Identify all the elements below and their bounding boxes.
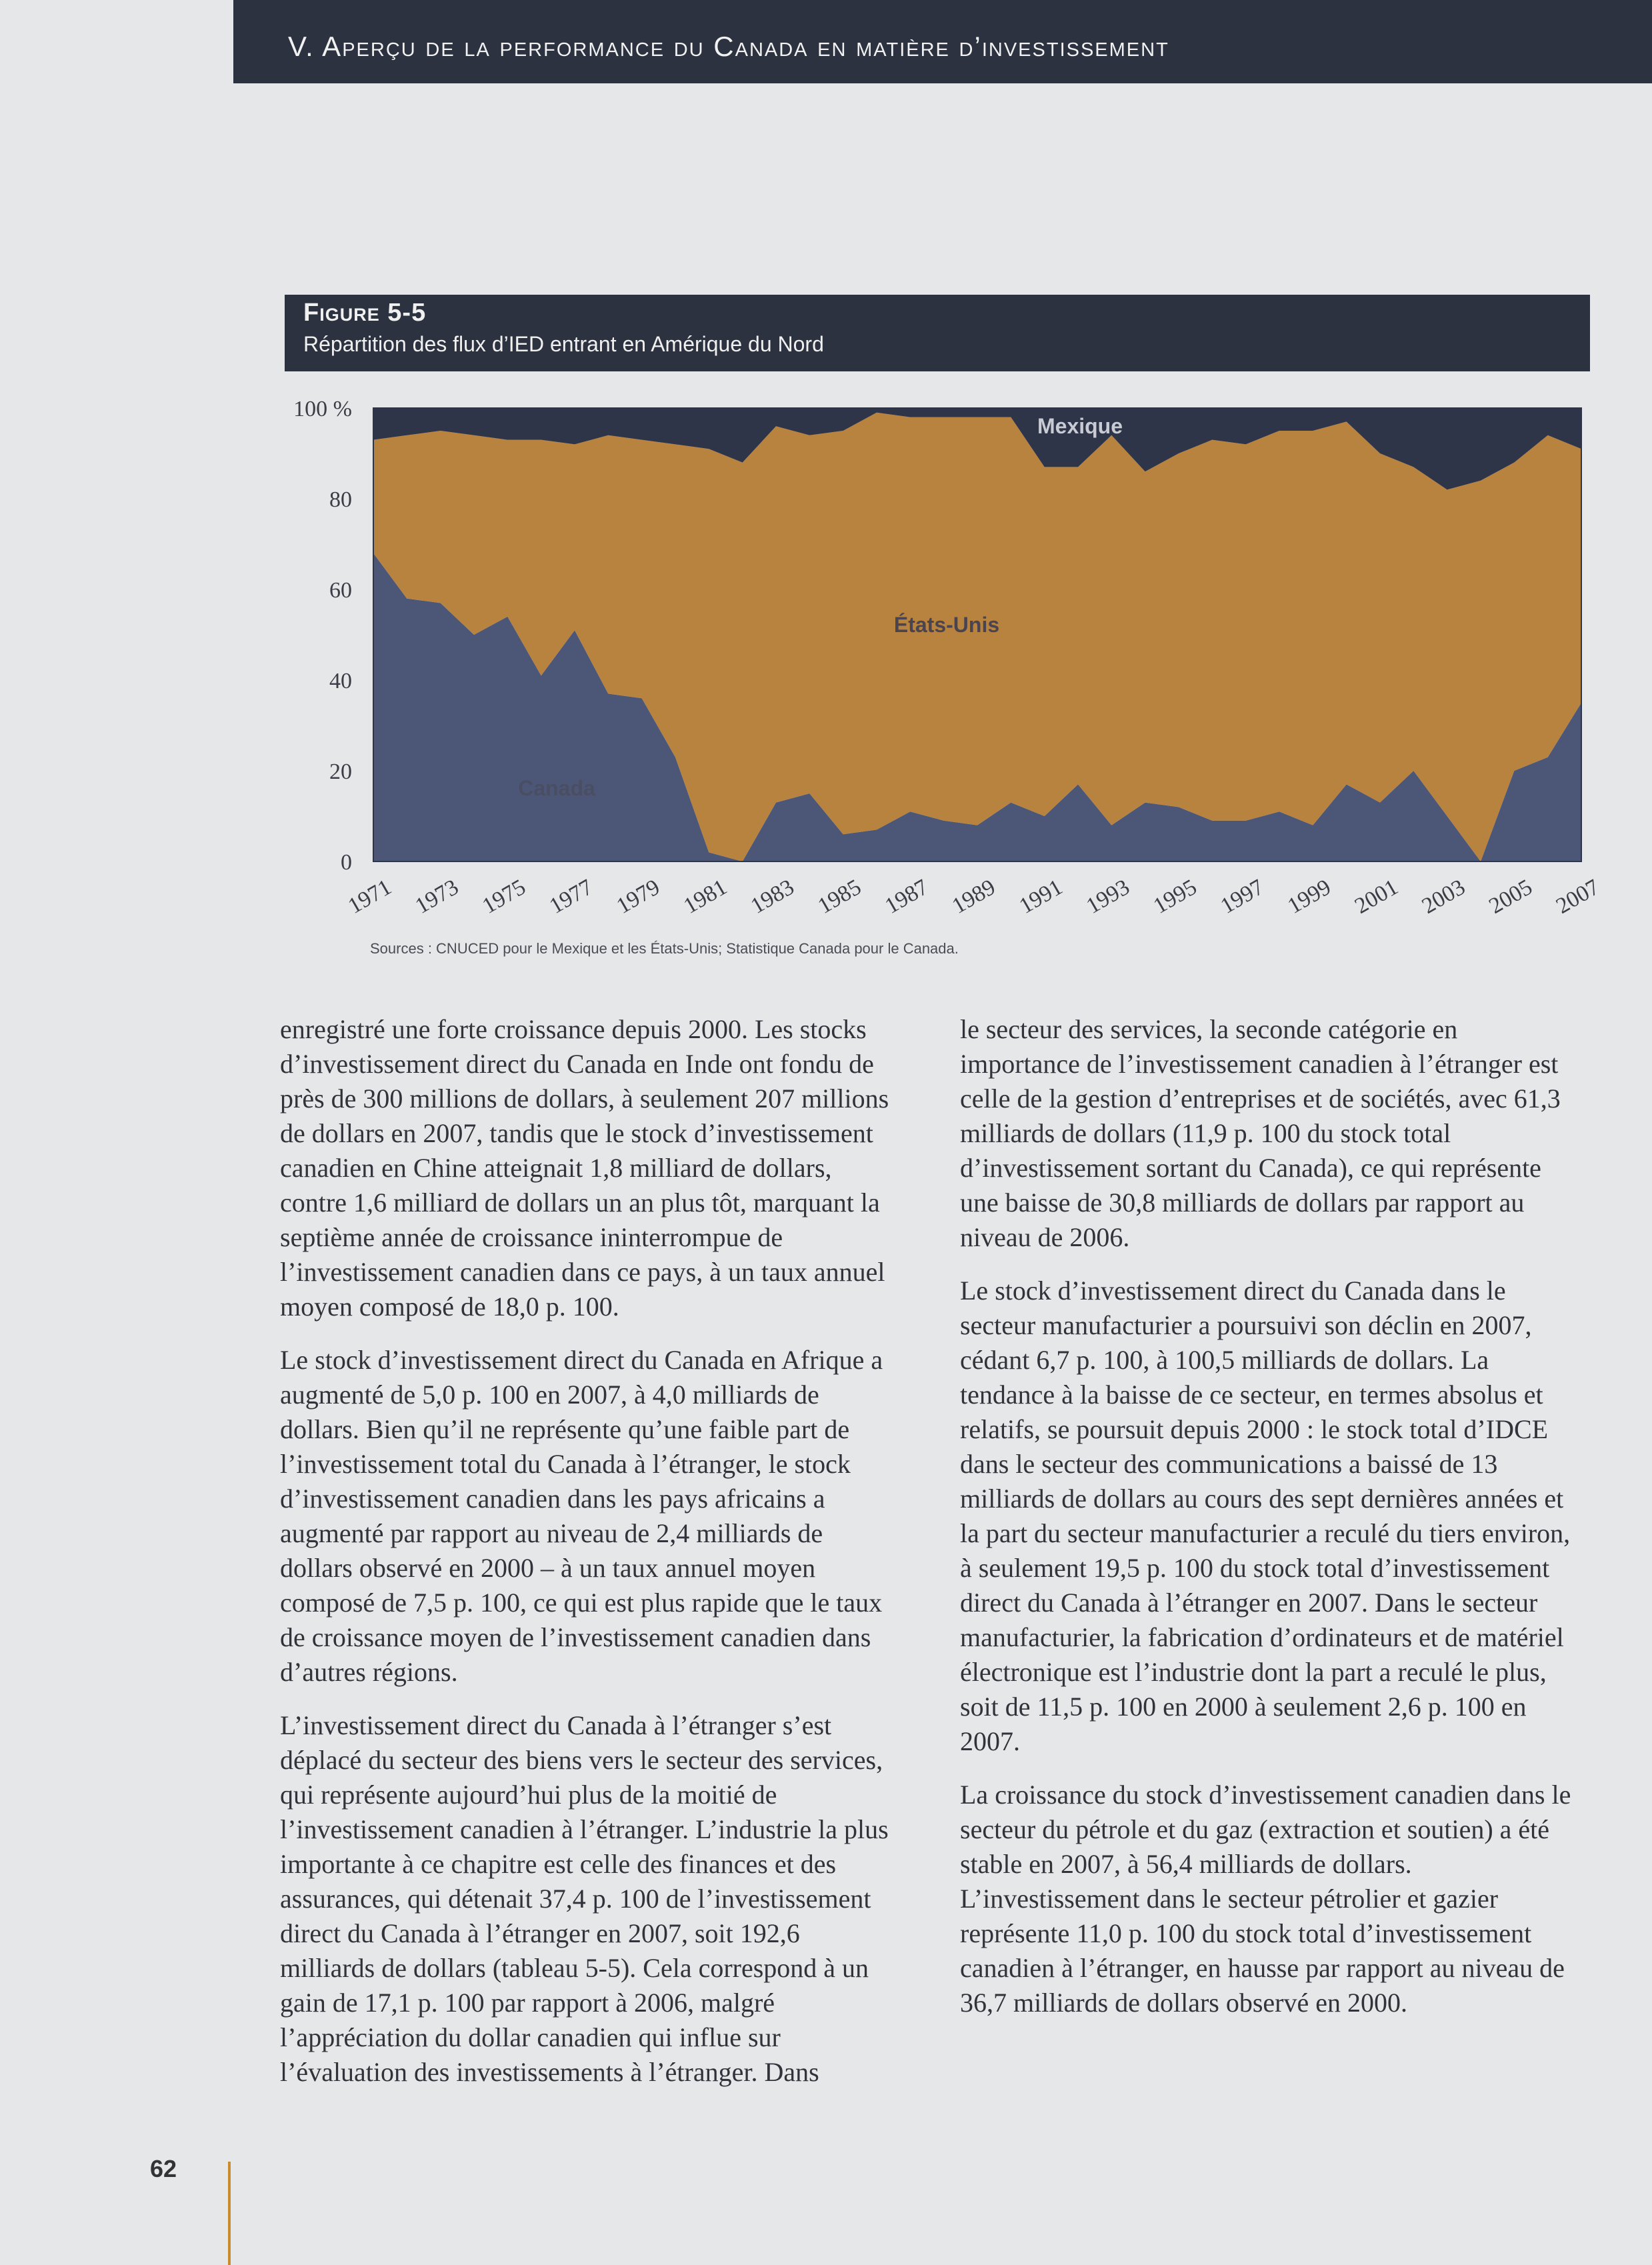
x-tick-label: 1993 [1082,874,1134,919]
paragraph: La croissance du stock d’investissement canadien dans le secteur du pétrole et du gaz (extraction et soutien) a été stable en 2007, à 56,4 milliards de dollars. L’investissement dans le secteur pétrolier et gazier représente 11,0 p. 100 du stock total d’investissement canadien à l’étranger, en hausse par rapport au niveau de 36,7 milliards de dollars observé en 2000. [960,1780,1571,2018]
series-label-etats-unis: États-Unis [893,613,1000,637]
x-tick-label: 1989 [948,874,1000,919]
x-tick-label: 1997 [1216,874,1269,919]
x-tick-label: 1985 [813,874,866,919]
paragraph: L’investissement direct du Canada à l’étranger s’est déplacé du secteur des biens vers le secteur des services, qui représente aujourd’hui plus de la moitié de l’investissement canadien à l’étranger. L’industrie la plus importante à ce chapitre est celle des finances et des assurances, qui détenait 37,4 p. 100 de l’investissement direct du Canada à l’étranger en 2007, soit 192,6 milliards de dollars (tableau 5-5). Cela correspond à un gain de 17,1 p. 100 par rapport à 2006, malgré l’appréciation du dollar canadien qui influe sur l’évaluation des investissements à l’étranger. Dans [280,1710,889,2087]
y-tick-label: 100 % [293,397,352,421]
x-tick-label: 1973 [411,874,463,919]
y-tick-label: 40 [329,669,352,693]
x-tick-label: 2007 [1552,874,1604,919]
figure-label: Figure 5-5 [303,299,427,327]
y-tick-label: 20 [329,759,352,784]
x-tick-label: 1975 [478,874,530,919]
page-number: 62 [150,2155,177,2182]
figure-sources: Sources : CNUCED pour le Mexique et les États-Unis; Statistique Canada pour le Canada. [370,940,959,957]
page-rule [228,2162,231,2265]
body-column-left [280,1012,900,2108]
x-tick-label: 1995 [1149,874,1201,919]
chapter-title: V. Aperçu de la performance du Canada en matière d’investissement [288,31,1169,62]
x-tick-label: 1983 [747,874,799,919]
y-tick-label: 60 [329,578,352,603]
x-tick-label: 1991 [1015,874,1067,919]
x-tick-label: 2005 [1485,874,1537,919]
x-tick-label: 1981 [679,874,731,919]
figure-title: Répartition des flux d’IED entrant en Amérique du Nord [303,332,824,356]
paragraph: Le stock d’investissement direct du Canada en Afrique a augmenté de 5,0 p. 100 en 2007, à 4,0 milliards de dollars. Bien qu’il ne représente qu’une faible part de l’investissement total du Canada à l’étranger, le stock d’investissement canadien dans les pays africains a augmenté par rapport au niveau de 2,4 milliards de dollars observé en 2000 – à un taux annuel moyen composé de 7,5 p. 100, ce qui est plus rapide que le taux de croissance moyen de l’investissement canadien dans d’autres régions. [280,1345,883,1687]
x-tick-label: 1979 [612,874,665,919]
x-tick-label: 1987 [881,874,933,919]
x-tick-label: 2001 [1351,874,1403,919]
x-tick-label: 1999 [1283,874,1335,919]
y-tick-label: 80 [329,487,352,512]
stacked-area-chart [0,0,1652,960]
paragraph: Le stock d’investissement direct du Canada dans le secteur manufacturier a poursuivi son déclin en 2007, cédant 6,7 p. 100, à 100,5 milliards de dollars. La tendance à la baisse de ce secteur, en termes absolus et relatifs, se poursuit depuis 2000 : le stock total d’IDCE dans le secteur des communications a baissé de 13 milliards de dollars au cours des sept dernières années et la part du secteur manufacturier a reculé du tiers environ, à seulement 19,5 p. 100 du stock total d’investissement direct du Canada à l’étranger en 2007. Dans le secteur manufacturier, la fabrication d’ordinateurs et de matériel électronique est l’industrie dont la part a reculé le plus, soit de 11,5 p. 100 en 2000 à seulement 2,6 p. 100 en 2007. [960,1276,1571,1756]
x-tick-label: 1971 [344,874,396,919]
y-tick-label: 0 [341,850,352,875]
series-label-canada: Canada [518,776,595,800]
body-column-right [960,1012,1580,2039]
paragraph: le secteur des services, la seconde catégorie en importance de l’investissement canadien à l’étranger est celle de la gestion d’entreprises et de sociétés, avec 61,3 milliards de dollars (11,9 p. 100 du stock total d’investissement sortant du Canada), ce qui représente une baisse de 30,8 milliards de dollars par rapport au niveau de 2006. [960,1014,1561,1252]
x-tick-label: 2003 [1417,874,1470,919]
x-tick-label: 1977 [545,874,597,919]
paragraph: enregistré une forte croissance depuis 2000. Les stocks d’investissement direct du Canada en Inde ont fondu de près de 300 millions de dollars, à seulement 207 millions de dollars en 2007, tandis que le stock d’investissement canadien en Chine atteignait 1,8 milliard de dollars, contre 1,6 milliard de dollars un an plus tôt, marquant la septième année de croissance ininterrompue de l’investissement canadien dans ce pays, à un taux annuel moyen composé de 18,0 p. 100. [280,1014,889,1322]
series-label-mexique: Mexique [1037,414,1123,438]
